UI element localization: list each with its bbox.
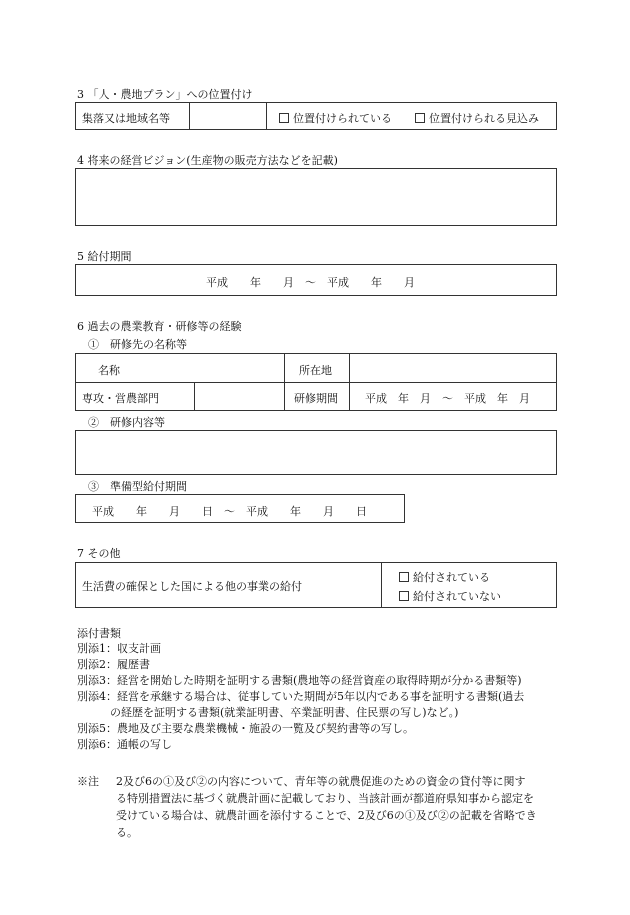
training-table [75,353,557,411]
note-line: る特別措置法に基づく就農計画に記載しており、当該計画が都道府県知事から認定を [116,792,534,805]
section7-table [75,562,557,608]
note-body [116,773,537,841]
divider [189,103,190,129]
section6-sub2: ② 研修内容等 [88,416,165,429]
area-name-label: 集落又は地域名等 [82,112,170,125]
section3-table [75,102,557,130]
period-label: 研修期間 [294,392,338,405]
list-item: 別添2：履歴書 [77,658,150,671]
training-period-value: 平成 年 月 〜 平成 年 月 [365,392,530,405]
section6-sub1: ① 研修先の名称等 [88,338,187,351]
divider [194,382,195,410]
note-line: 受けている場合は、就農計画を添付することで、2及び6の①及び②の記載を省略でき [116,809,537,822]
section4-heading: 4 将来の経営ビジョン(生産物の販売方法などを記載) [77,154,338,167]
list-item: 別添3：経営を開始した時期を証明する書類(農地等の経営資産の取得時期が分かる書類等) [77,674,522,687]
expected-option[interactable]: 位置付けられる見込み [415,110,539,126]
checkbox-icon[interactable] [399,591,409,601]
location-field[interactable] [351,355,555,381]
divider [284,354,285,410]
grant-period-field[interactable] [75,264,557,296]
name-label: 名称 [98,364,120,377]
prep-period-field[interactable] [75,494,405,523]
list-item: 別添4：経営を承継する場合は、従事していた期間が5年以内である事を証明する書類(過去 [77,690,525,703]
note-mark: ※注 [77,775,99,788]
divider [381,563,382,607]
positioned-option[interactable]: 位置付けられている [279,110,392,126]
list-item: 別添6：通帳の写し [77,738,172,751]
section6-sub3: ③ 準備型給付期間 [88,480,187,493]
training-content-field[interactable] [75,430,557,475]
note-line: る。 [116,826,138,839]
dept-label: 専攻・営農部門 [82,392,159,405]
name-field[interactable] [196,355,282,381]
divider [349,354,350,410]
area-name-field[interactable] [194,104,264,128]
granted-option[interactable]: 給付されている [399,569,490,585]
other-grants-label: 生活費の確保とした国による他の事業の給付 [82,580,302,593]
checkbox-icon[interactable] [279,113,289,123]
section6-heading: 6 過去の農業教育・研修等の経験 [77,320,242,333]
section7-heading: 7 その他 [77,547,121,560]
attachments-list [77,641,524,753]
grant-period-text: 平成 年 月 〜 平成 年 月 [206,276,415,289]
divider [76,382,556,383]
section5-heading: 5 給付期間 [77,250,132,263]
list-item: の経歴を証明する書類(就業証明書、卒業証明書、住民票の写し)など。) [77,706,459,719]
not-granted-option[interactable]: 給付されていない [399,588,501,604]
prep-period-text: 平成 年 月 日 〜 平成 年 月 日 [92,505,367,518]
dept-field[interactable] [196,383,282,409]
list-item: 別添1：収支計画 [77,642,161,655]
vision-field[interactable] [75,168,557,226]
divider [266,103,267,129]
list-item: 別添5：農地及び主要な農業機械・施設の一覧及び契約書等の写し。 [77,722,414,735]
section3-heading: 3 「人・農地プラン」への位置付け [77,88,253,101]
checkbox-icon[interactable] [415,113,425,123]
location-label: 所在地 [299,364,332,377]
note-line: 2及び6の①及び②の内容について、青年等の就農促進のための資金の貸付等に関す [116,775,526,788]
checkbox-icon[interactable] [399,572,409,582]
attachments-title: 添付書類 [77,627,121,640]
